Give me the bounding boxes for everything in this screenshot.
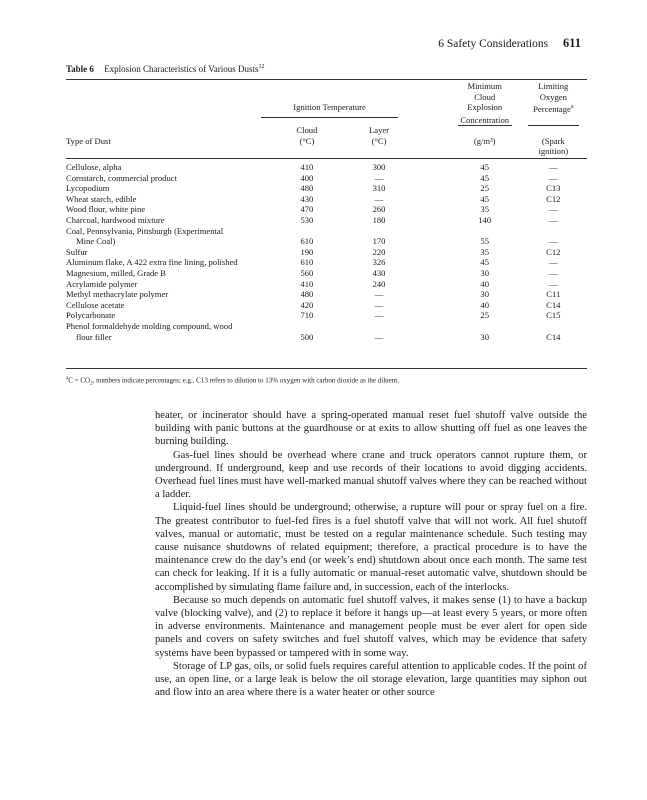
layer-temp-cell: — <box>374 193 384 204</box>
table-row <box>66 162 587 173</box>
table-title-ref: 12 <box>258 64 265 70</box>
dust-type-cell <box>66 194 255 205</box>
min-concentration-cell: 45 <box>480 162 489 173</box>
dust-type-label: Lycopodium <box>66 183 110 194</box>
table-bottom-rule <box>66 368 587 369</box>
layer-temp-cell: 326 <box>372 257 386 268</box>
mec-underline <box>458 125 512 126</box>
oxygen-percentage-cell: — <box>549 236 558 247</box>
dust-type-label: Cellulose, alpha <box>66 162 122 173</box>
cloud-temp-cell: 560 <box>300 267 314 278</box>
min-concentration-cell: 25 <box>480 183 489 194</box>
header-min-line4: Concentration <box>460 114 510 125</box>
dust-type-continuation: flour filler <box>76 331 112 342</box>
dust-type-cell <box>66 183 255 194</box>
dust-type-cell <box>66 215 255 226</box>
dust-type-label: Polycarbonate <box>66 310 116 321</box>
paragraph-3: Because so much depends on automatic fuel shutoff valves, it makes sense (1) to have a backup valve (blocking valve), and (2) to replace it before it hangs up—at least every 5 years, or more often in adverse environments. Maintenance and management people must be ever alert for open side panels and covers on safety switches and fuel shutoff valves, which may be evidence that safety systems have been bypassed or tampered with in some way. <box>155 594 587 659</box>
header-cloud-unit: (°C) <box>299 135 315 146</box>
header-min-unit: (g/m³) <box>473 135 496 146</box>
oxygen-percentage-cell: — <box>549 278 558 289</box>
table-row <box>66 279 587 290</box>
layer-temp-cell: 220 <box>372 246 386 257</box>
dust-type-cell <box>66 279 255 290</box>
paragraph-1: Gas-fuel lines should be overhead where crane and truck operators cannot rupture them, or underground. If underground, keep and use records of their locations to avoid digging accidents. Overhead fuel lines must have well-marked manual shutoff valves where they can be reached without a ladder. <box>155 449 587 501</box>
table-row <box>66 289 587 300</box>
table-row <box>66 183 587 194</box>
table-row <box>66 215 587 226</box>
header-lim-line2: Oxygen <box>539 91 567 102</box>
dust-type-label: Cellulose acetate <box>66 299 125 310</box>
layer-temp-cell: — <box>374 299 384 310</box>
header-min-line2: Cloud <box>474 91 496 102</box>
header-layer: Layer <box>369 125 390 136</box>
oxygen-percentage-cell: C15 <box>546 310 561 321</box>
dust-type-cell <box>66 310 255 321</box>
table-row <box>66 321 587 342</box>
min-concentration-cell: 30 <box>480 289 489 300</box>
dust-type-cell <box>66 268 255 279</box>
table-row <box>66 173 587 184</box>
dust-type-cell <box>66 226 255 247</box>
table-number: Table 6 <box>66 64 94 74</box>
layer-temp-cell: 430 <box>372 267 386 278</box>
dust-type-cell <box>66 173 255 184</box>
layer-temp-cell: — <box>374 172 384 183</box>
lop-underline <box>528 125 579 126</box>
oxygen-percentage-cell: — <box>549 267 558 278</box>
header-min-line1: Minimum <box>467 81 502 91</box>
ignition-underline <box>261 117 397 118</box>
min-concentration-cell: 40 <box>480 278 489 289</box>
table-title: Explosion Characteristics of Various Dusts <box>104 64 259 74</box>
min-concentration-cell: 45 <box>480 172 489 183</box>
dust-type-cell <box>66 247 255 258</box>
dust-type-cell <box>66 162 255 173</box>
header-min-line3: Explosion <box>467 102 503 113</box>
dust-type-cell <box>66 204 255 215</box>
min-concentration-cell: 30 <box>480 267 489 278</box>
table-body <box>66 157 587 342</box>
table-row <box>66 194 587 205</box>
layer-temp-cell: — <box>374 310 384 321</box>
oxygen-percentage-cell: C13 <box>546 183 561 194</box>
min-concentration-cell: 25 <box>480 310 489 321</box>
paragraph-2: Liquid-fuel lines should be underground; otherwise, a rupture will pour or spray fuel on a fire. The greatest contributor to fuel-fed fires is a fuel shutoff valve that will not work. All fuel shutoff valves, manual or automatic, must be tested on a regular maintenance schedule. Such testing may cause nuisance shutdowns of related equipment; therefore, a practical procedure is to have the maintenance crew do the day’s end (or week’s end) shutdown about once each month. The same test can check for leaking. If it is a fully automatic or manual-reset automatic valve, shutdown should be accomplished by simulating flame failure and, in succession, each of the interlocks. <box>155 502 587 593</box>
oxygen-percentage-cell: — <box>549 162 558 173</box>
header-lim-unit <box>520 136 587 157</box>
table-row <box>66 268 587 279</box>
table-row <box>66 226 587 247</box>
cloud-temp-cell: 410 <box>300 278 314 289</box>
layer-temp-cell: 260 <box>372 204 386 215</box>
layer-temp-cell: 310 <box>372 183 386 194</box>
page-number: 611 <box>562 36 581 50</box>
oxygen-percentage-cell: C14 <box>546 299 561 310</box>
table-header-row-6 <box>66 136 587 157</box>
oxygen-percentage-cell: C12 <box>546 246 561 257</box>
oxygen-percentage-cell: C12 <box>546 193 561 204</box>
paragraph-0: heater, or incinerator should have a spring-operated manual reset fuel shutoff valve outside the building with panic buttons at the guardhouse or at exits to allow shutting off fuel as one leaves the burning building. <box>155 410 587 448</box>
dust-type-cell <box>66 321 255 342</box>
table-row <box>66 247 587 258</box>
header-layer-unit: (°C) <box>371 135 387 146</box>
table-header-row-2 <box>66 92 587 103</box>
header-lim-line1: Limiting <box>538 81 569 91</box>
header-lim-unit1: (Spark <box>541 135 565 146</box>
cloud-temp-cell: 190 <box>300 246 314 257</box>
dust-type-label: Acrylamide polymer <box>66 278 138 289</box>
dust-type-label: Cornstarch, commercial product <box>66 172 177 183</box>
table-caption <box>66 64 265 74</box>
min-concentration-cell: 35 <box>480 204 489 215</box>
min-concentration-cell: 45 <box>480 257 489 268</box>
table-row <box>66 204 587 215</box>
dust-type-label: Charcoal, hardwood mixture <box>66 214 165 225</box>
table-header-row-1 <box>66 81 587 92</box>
dust-type-cell <box>66 300 255 311</box>
header-bottom-rule <box>66 158 587 159</box>
oxygen-percentage-cell: — <box>549 172 558 183</box>
footnote-sub: 2 <box>90 381 93 387</box>
oxygen-percentage-cell: — <box>549 214 558 225</box>
table-header-row-5 <box>66 125 587 136</box>
cloud-temp-cell: 400 <box>300 172 314 183</box>
dust-type-label: Wheat starch, edible <box>66 193 137 204</box>
header-ignition-group: Ignition Temperature <box>293 102 366 113</box>
layer-temp-cell: — <box>374 331 384 342</box>
cloud-temp-cell: 420 <box>300 299 314 310</box>
footnote-post: , numbers indicate percentages; e.g., C13 refers to dilution to 13% oxygen with carbon dioxide as the diluent. <box>92 376 399 385</box>
header-lim-unit2: ignition) <box>538 146 569 157</box>
cloud-temp-cell: 480 <box>300 289 314 300</box>
cloud-temp-cell: 500 <box>300 331 314 342</box>
running-head-title: 6 Safety Considerations <box>438 38 549 50</box>
header-lim-line3 <box>520 102 587 114</box>
cloud-temp-cell: 610 <box>300 236 314 247</box>
table-row <box>66 300 587 311</box>
min-concentration-cell: 40 <box>480 299 489 310</box>
layer-temp-cell: 300 <box>372 162 386 173</box>
header-cloud: Cloud <box>296 125 318 136</box>
cloud-temp-cell: 480 <box>300 183 314 194</box>
min-concentration-cell: 45 <box>480 193 489 204</box>
oxygen-percentage-cell: C11 <box>546 289 561 300</box>
footnote-mark: a <box>66 376 69 381</box>
dust-type-label: Magnesium, milled, Grade B <box>66 267 167 278</box>
running-header <box>438 36 581 51</box>
dust-type-label: Aluminum flake, A 422 extra fine lining, polished <box>66 257 238 268</box>
table-top-rule <box>66 79 587 80</box>
table-footnote <box>66 376 399 387</box>
dust-type-label: Coal, Pennsylvania, Pittsburgh (Experimental <box>66 225 224 236</box>
layer-temp-cell: 170 <box>372 236 386 247</box>
min-concentration-cell: 35 <box>480 246 489 257</box>
paragraph-4: Storage of LP gas, oils, or solid fuels requires careful attention to applicable codes. If the point of use, an open line, or a large leak is below the oil storage elevation, large quantities may siphon out and flow into an area where there is a water heater or other source <box>155 660 587 699</box>
oxygen-percentage-cell: — <box>549 257 558 268</box>
cloud-temp-cell: 530 <box>300 214 314 225</box>
header-lim-line3-text: Percentage <box>533 104 571 115</box>
dust-type-label: Phenol formaldehyde molding compound, wood <box>66 320 233 331</box>
cloud-temp-cell: 470 <box>300 204 314 215</box>
dust-type-label: Wood flour, white pine <box>66 204 146 215</box>
dust-type-cell <box>66 289 255 300</box>
dust-type-label: Sulfur <box>66 246 88 257</box>
table-header-row-4 <box>66 115 587 126</box>
min-concentration-cell: 140 <box>478 214 492 225</box>
header-type: Type of Dust <box>66 135 111 146</box>
oxygen-percentage-cell: C14 <box>546 331 561 342</box>
dust-type-continuation: Mine Coal) <box>76 236 116 247</box>
min-concentration-cell: 55 <box>480 236 489 247</box>
body-text <box>155 409 587 699</box>
table-header-row-3 <box>66 102 587 114</box>
dust-table <box>66 81 587 342</box>
oxygen-percentage-cell: — <box>549 204 558 215</box>
cloud-temp-cell: 610 <box>300 257 314 268</box>
cloud-temp-cell: 410 <box>300 162 314 173</box>
header-lim-note: a <box>570 104 574 111</box>
dust-type-label: Methyl methacrylate polymer <box>66 289 169 300</box>
layer-temp-cell: — <box>374 289 384 300</box>
dust-type-cell <box>66 257 255 268</box>
min-concentration-cell: 30 <box>480 331 489 342</box>
layer-temp-cell: 240 <box>372 278 386 289</box>
cloud-temp-cell: 430 <box>300 193 314 204</box>
cloud-temp-cell: 710 <box>300 310 314 321</box>
table-row <box>66 257 587 268</box>
layer-temp-cell: 180 <box>372 214 386 225</box>
table-row <box>66 310 587 321</box>
footnote-pre: C = CO <box>68 376 91 385</box>
